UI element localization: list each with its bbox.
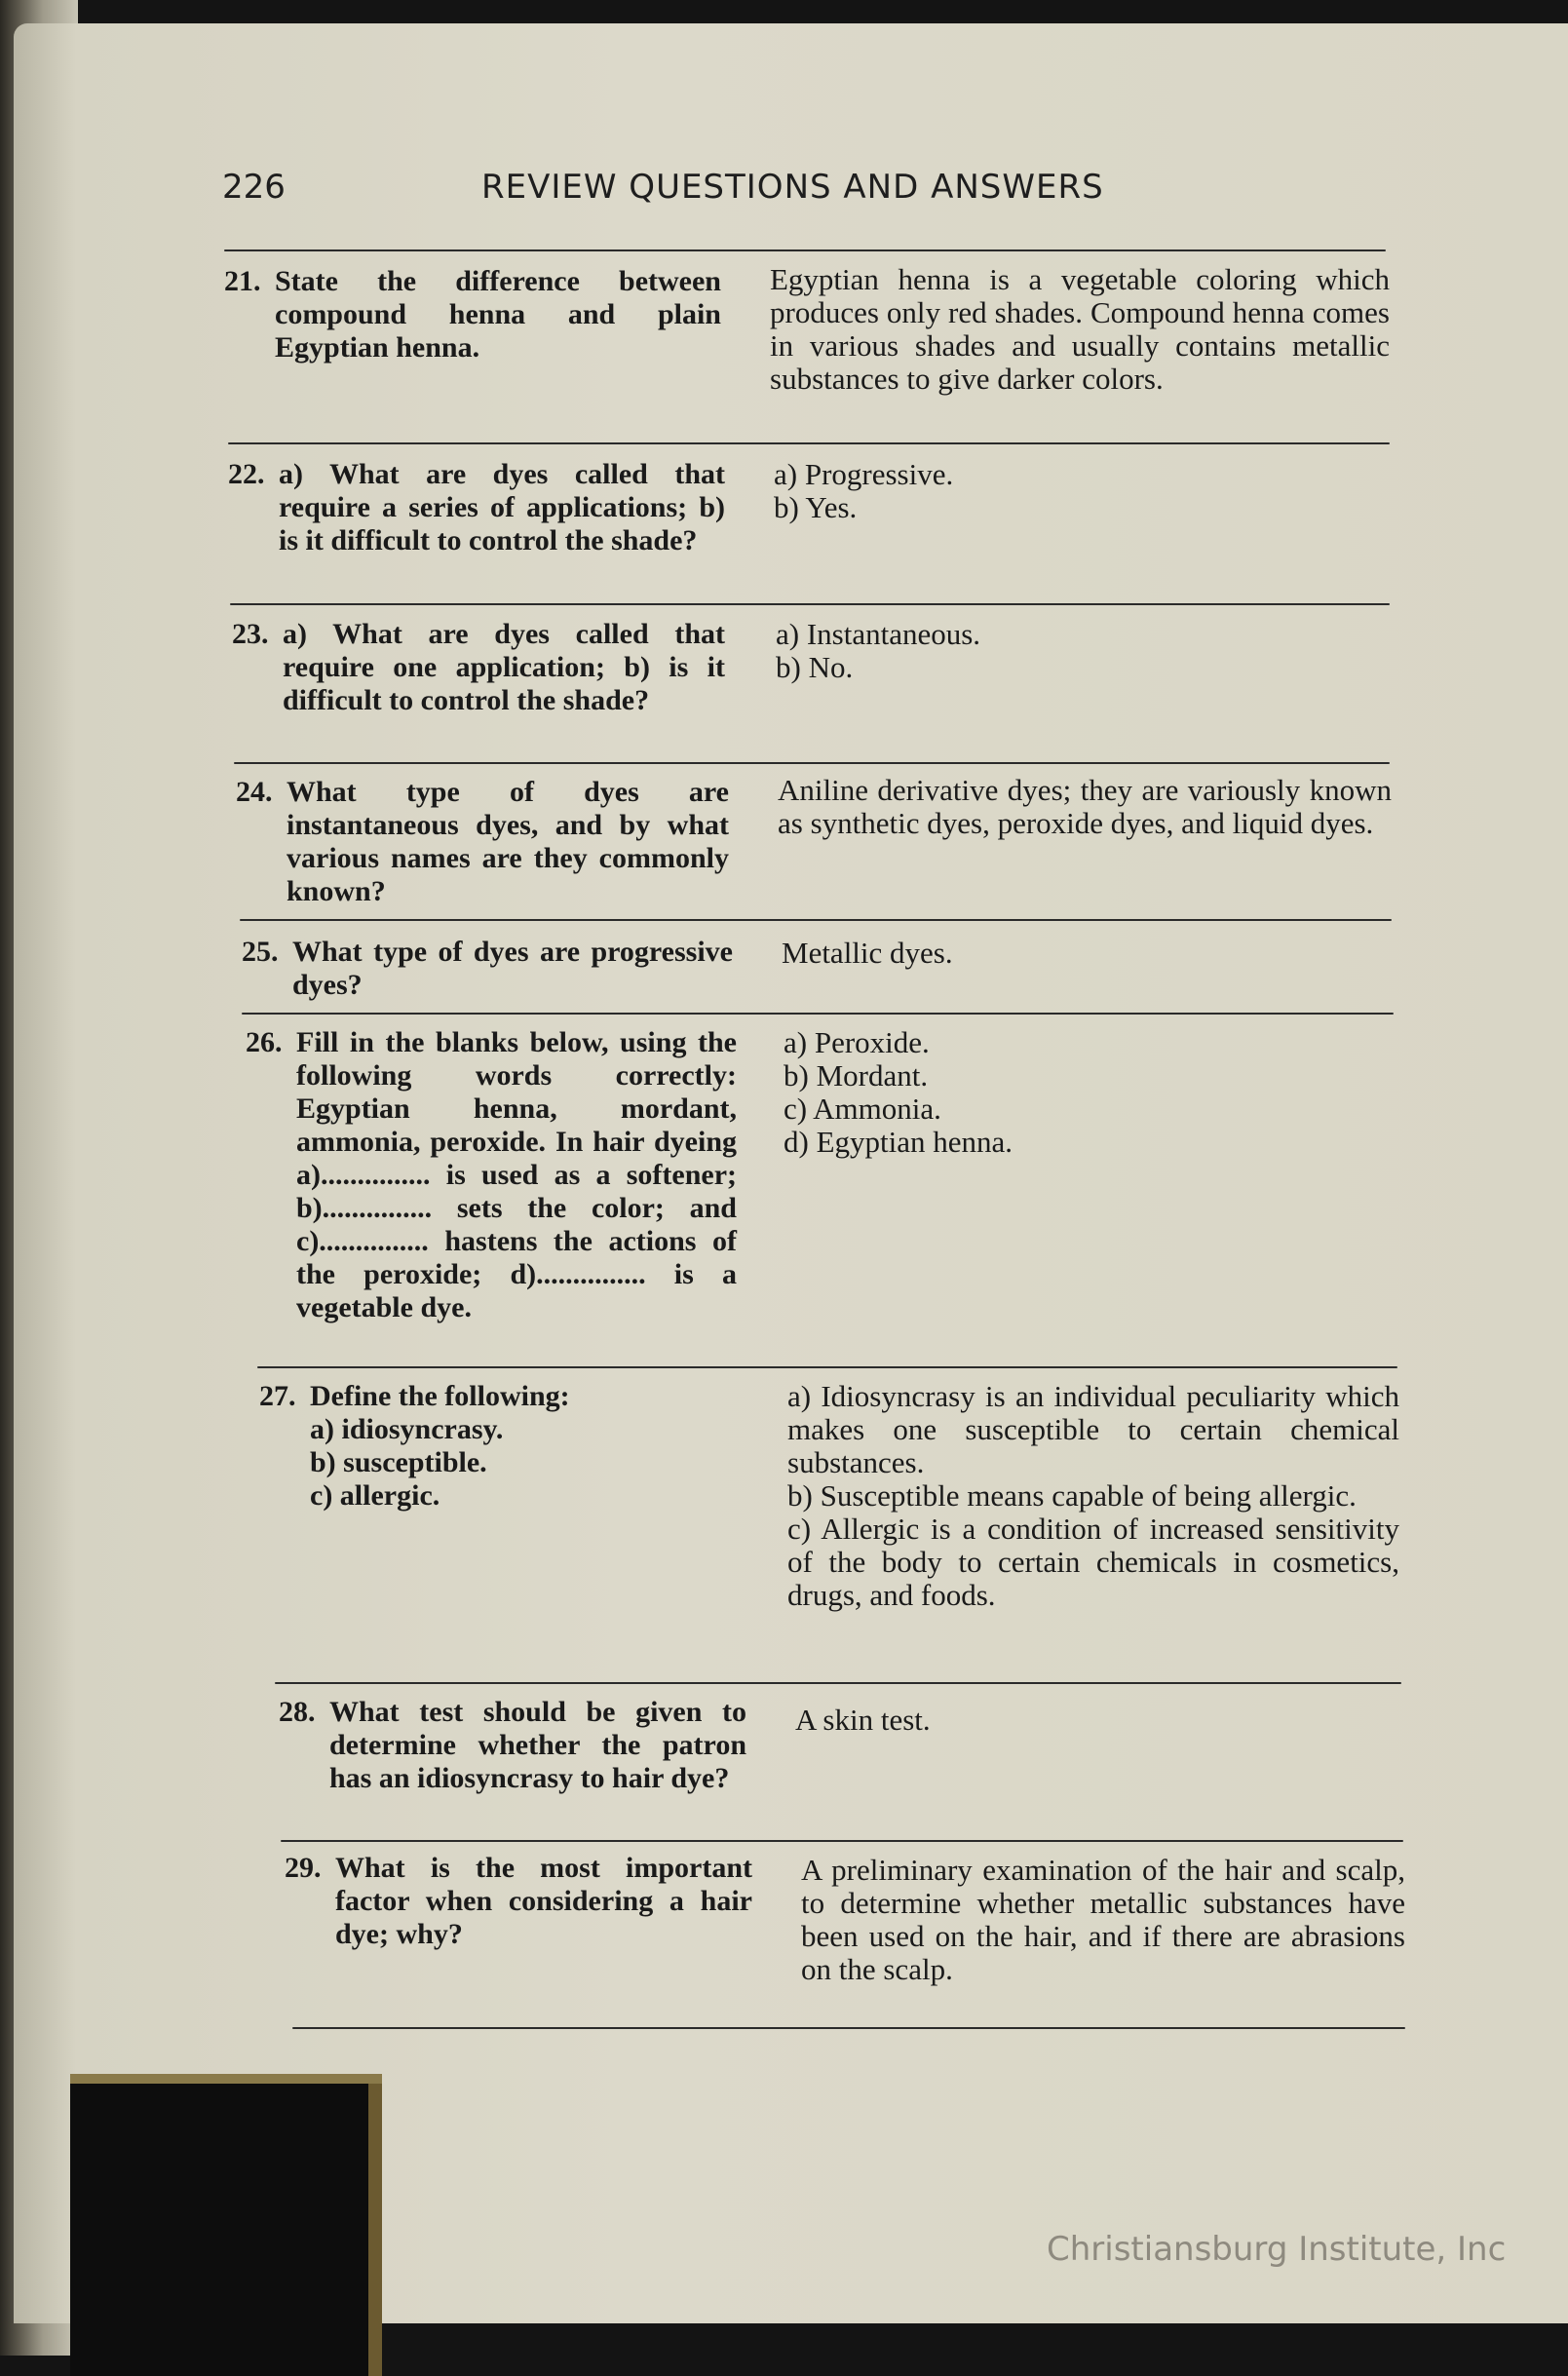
question-text: What type of dyes are instantaneous dyes, and by what various names are they commonly known? [287,776,729,907]
rule-27 [275,1682,1401,1684]
question-number: 24. [236,776,273,808]
rule-23 [234,762,1390,764]
question-24 [236,776,729,908]
question-number: 27. [259,1380,296,1412]
rule-21 [228,442,1390,444]
answer-27: a) Idiosyncrasy is an individual peculiarity which makes one susceptible to certain chemical substances. b) Susceptible means capable of being allergic. c) Allergic is a condition of increased sensitivity of the body to certain chemicals in cosmetics, drugs, and foods. [787,1379,1399,1612]
question-text: What type of dyes are progressive dyes? [292,936,733,1001]
running-title: REVIEW QUESTIONS AND ANSWERS [481,168,1104,207]
question-26 [246,1026,737,1324]
answer-26: a) Peroxide. b) Mordant. c) Ammonia. d) Egyptian henna. [784,1025,1013,1159]
question-number: 28. [279,1696,316,1728]
question-number: 29. [285,1852,322,1884]
rule-25 [242,1013,1394,1015]
question-number: 22. [228,458,265,490]
question-21 [224,265,721,364]
rule-24 [240,919,1392,921]
question-text: a) What are dyes called that require a series of applications; b) is it difficult to control the shade? [279,458,725,556]
answer-29: A preliminary examination of the hair and scalp, to determine whether metallic substances have been used on the hair, and if there are abrasions on the scalp. [801,1853,1405,1986]
answer-21: Egyptian henna is a vegetable coloring which produces only red shades. Compound henna comes in various shades and usually contains metallic substances to give darker colors. [770,262,1390,396]
answer-24: Aniline derivative dyes; they are variously known as synthetic dyes, peroxide dyes, and liquid dyes. [778,773,1392,840]
question-text: What test should be given to determine whether the patron has an idiosyncrasy to hair dye? [329,1696,746,1794]
answer-22: a) Progressive. b) Yes. [774,457,954,524]
question-25 [242,936,733,1002]
dark-book-tab [70,2074,382,2376]
question-29 [285,1852,752,1951]
question-23 [232,618,725,717]
rule-top [224,249,1386,251]
question-number: 26. [246,1026,283,1058]
question-28 [279,1696,746,1795]
question-text: a) What are dyes called that require one application; b) is it difficult to control the shade? [283,618,725,716]
question-22 [228,458,725,557]
rule-28 [281,1840,1403,1842]
question-number: 25. [242,936,279,968]
question-text: Fill in the blanks below, using the following words correctly: Egyptian henna, mordant, ammonia, peroxide. In hair dyeing a)............... is used as a softener; b)............... sets the color; and c)............... hastens the actions of the peroxide; d)............... is a vegetable dye. [296,1026,737,1323]
rule-29 [292,2027,1405,2029]
rule-26 [257,1366,1397,1368]
watermark: Christiansburg Institute, Inc [1047,2230,1507,2269]
question-text: State the difference between compound henna and plain Egyptian henna. [275,265,721,364]
page-number: 226 [222,168,286,207]
question-text: What is the most important factor when considering a hair dye; why? [335,1852,752,1950]
page-header [222,168,1119,216]
question-text: Define the following: a) idiosyncrasy. b) susceptible. c) allergic. [310,1380,570,1512]
answer-23: a) Instantaneous. b) No. [776,617,981,684]
answer-28: A skin test. [795,1703,931,1737]
rule-22 [230,603,1390,605]
question-number: 23. [232,618,269,650]
question-27 [259,1380,708,1513]
answer-25: Metallic dyes. [782,936,953,970]
question-number: 21. [224,265,261,297]
